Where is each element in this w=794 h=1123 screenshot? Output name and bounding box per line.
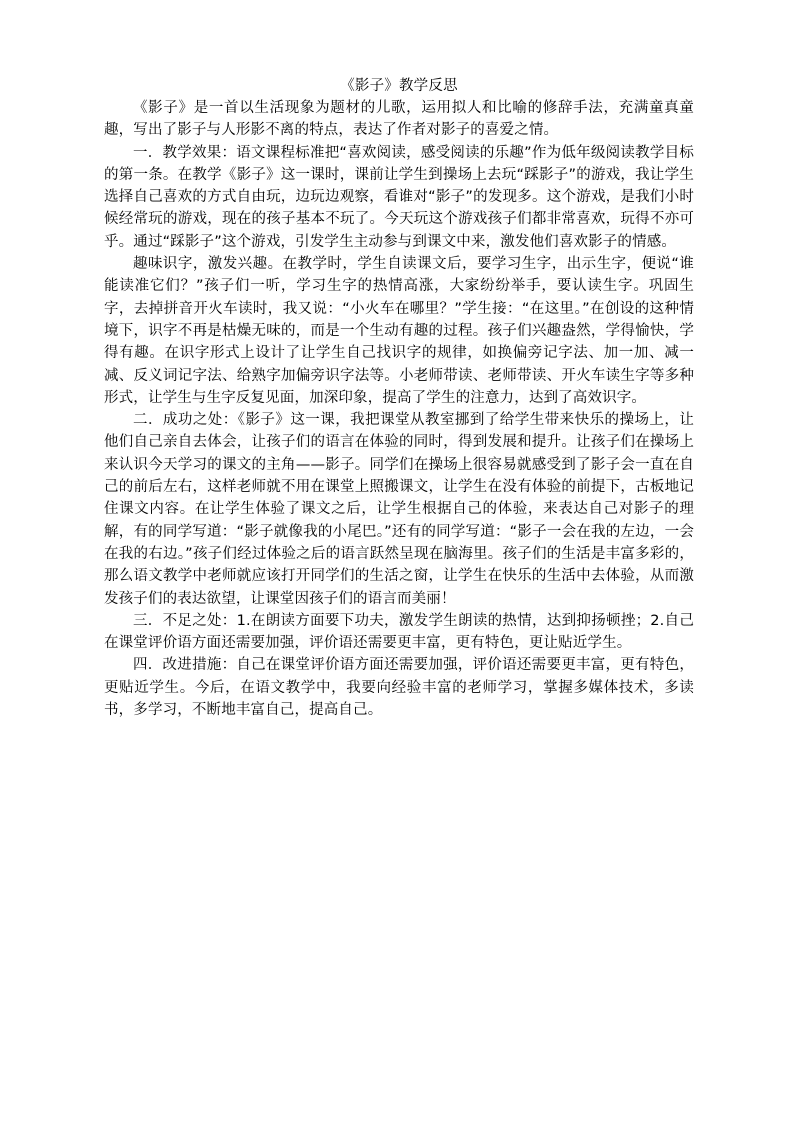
- document-page: [104, 75, 694, 721]
- paragraph-intro: 《影子》是一首以生活现象为题材的儿歌，运用拟人和比喻的修辞手法，充满童真童趣，写出了影子与人形影不离的特点，表达了作者对影子的喜爱之情。: [104, 100, 694, 139]
- paragraph-improvements: 四．改进措施：自己在课堂评价语方面还需要加强，评价语还需要更丰富，更有特色，更贴近学生。今后，在语文教学中，我要向经验丰富的老师学习，掌握多媒体技术，多读书，多学习，不断地丰富自己，提高自己。: [104, 657, 694, 719]
- paragraph-fun-literacy: 趣味识字，激发兴趣。在教学时，学生自读课文后，要学习生字，出示生字，便说“谁能读准它们？”孩子们一听，学习生字的热情高涨，大家纷纷举手，要认读生字。巩固生字，去掉拼音开火车读时，我又说：“小火车在哪里？”学生接：“在这里。”在创设的这种情境下，识字不再是枯燥无味的，而是一个生动有趣的过程。孩子们兴趣盎然，学得愉快，学得有趣。在识字形式上设计了让学生自己找识字的规律，如换偏旁记字法、加一加、减一减、反义词记字法、给熟字加偏旁识字法等。小老师带读、老师带读、开火车读生字等多种形式，让学生与生字反复见面，加深印象，提高了学生的注意力，达到了高效识字。: [104, 256, 694, 406]
- paragraph-shortcomings: 三．不足之处：1.在朗读方面要下功夫，激发学生朗读的热情，达到抑扬顿挫；2.自己在课堂评价语方面还需要加强，评价语还需要更丰富，更有特色，更让贴近学生。: [104, 612, 694, 652]
- document-title: 《影子》教学反思: [340, 78, 458, 94]
- paragraph-teaching-effect: 一．教学效果：语文课程标准把“喜欢阅读，感受阅读的乐趣”作为低年级阅读教学目标的第一条。在教学《影子》这一课时，课前让学生到操场上去玩“踩影子”的游戏，我让学生选择自己喜欢的方式自由玩，边玩边观察，看谁对“影子”的发现多。这个游戏，是我们小时候经常玩的游戏，现在的孩子基本不玩了。今天玩这个游戏孩子们都非常喜欢，玩得不亦可乎。通过“踩影子”这个游戏，引发学生主动参与到课文中来，激发他们喜欢影子的情感。: [104, 144, 694, 250]
- paragraph-successes: 二．成功之处：《影子》这一课，我把课堂从教室挪到了给学生带来快乐的操场上，让他们自己亲自去体会，让孩子们的语言在体验的同时，得到发展和提升。让孩子们在操场上来认识今天学习的课文的主角——影子。同学们在操场上很容易就感受到了影子会一直在自己的前后左右，这样老师就不用在课堂上照搬课文，让学生在没有体验的前提下，古板地记住课文内容。在让学生体验了课文之后，让学生根据自己的体验，来表达自己对影子的理解，有的同学写道：“影子就像我的小尾巴。”还有的同学写道：“影子一会在我的左边，一会在我的右边。”孩子们经过体验之后的语言跃然呈现在脑海里。孩子们的生活是丰富多彩的，那么语文教学中老师就应该打开同学们的生活之窗，让学生在快乐的生活中去体验，从而激发孩子们的表达欲望，让课堂因孩子们的语言而美丽！: [104, 412, 694, 607]
